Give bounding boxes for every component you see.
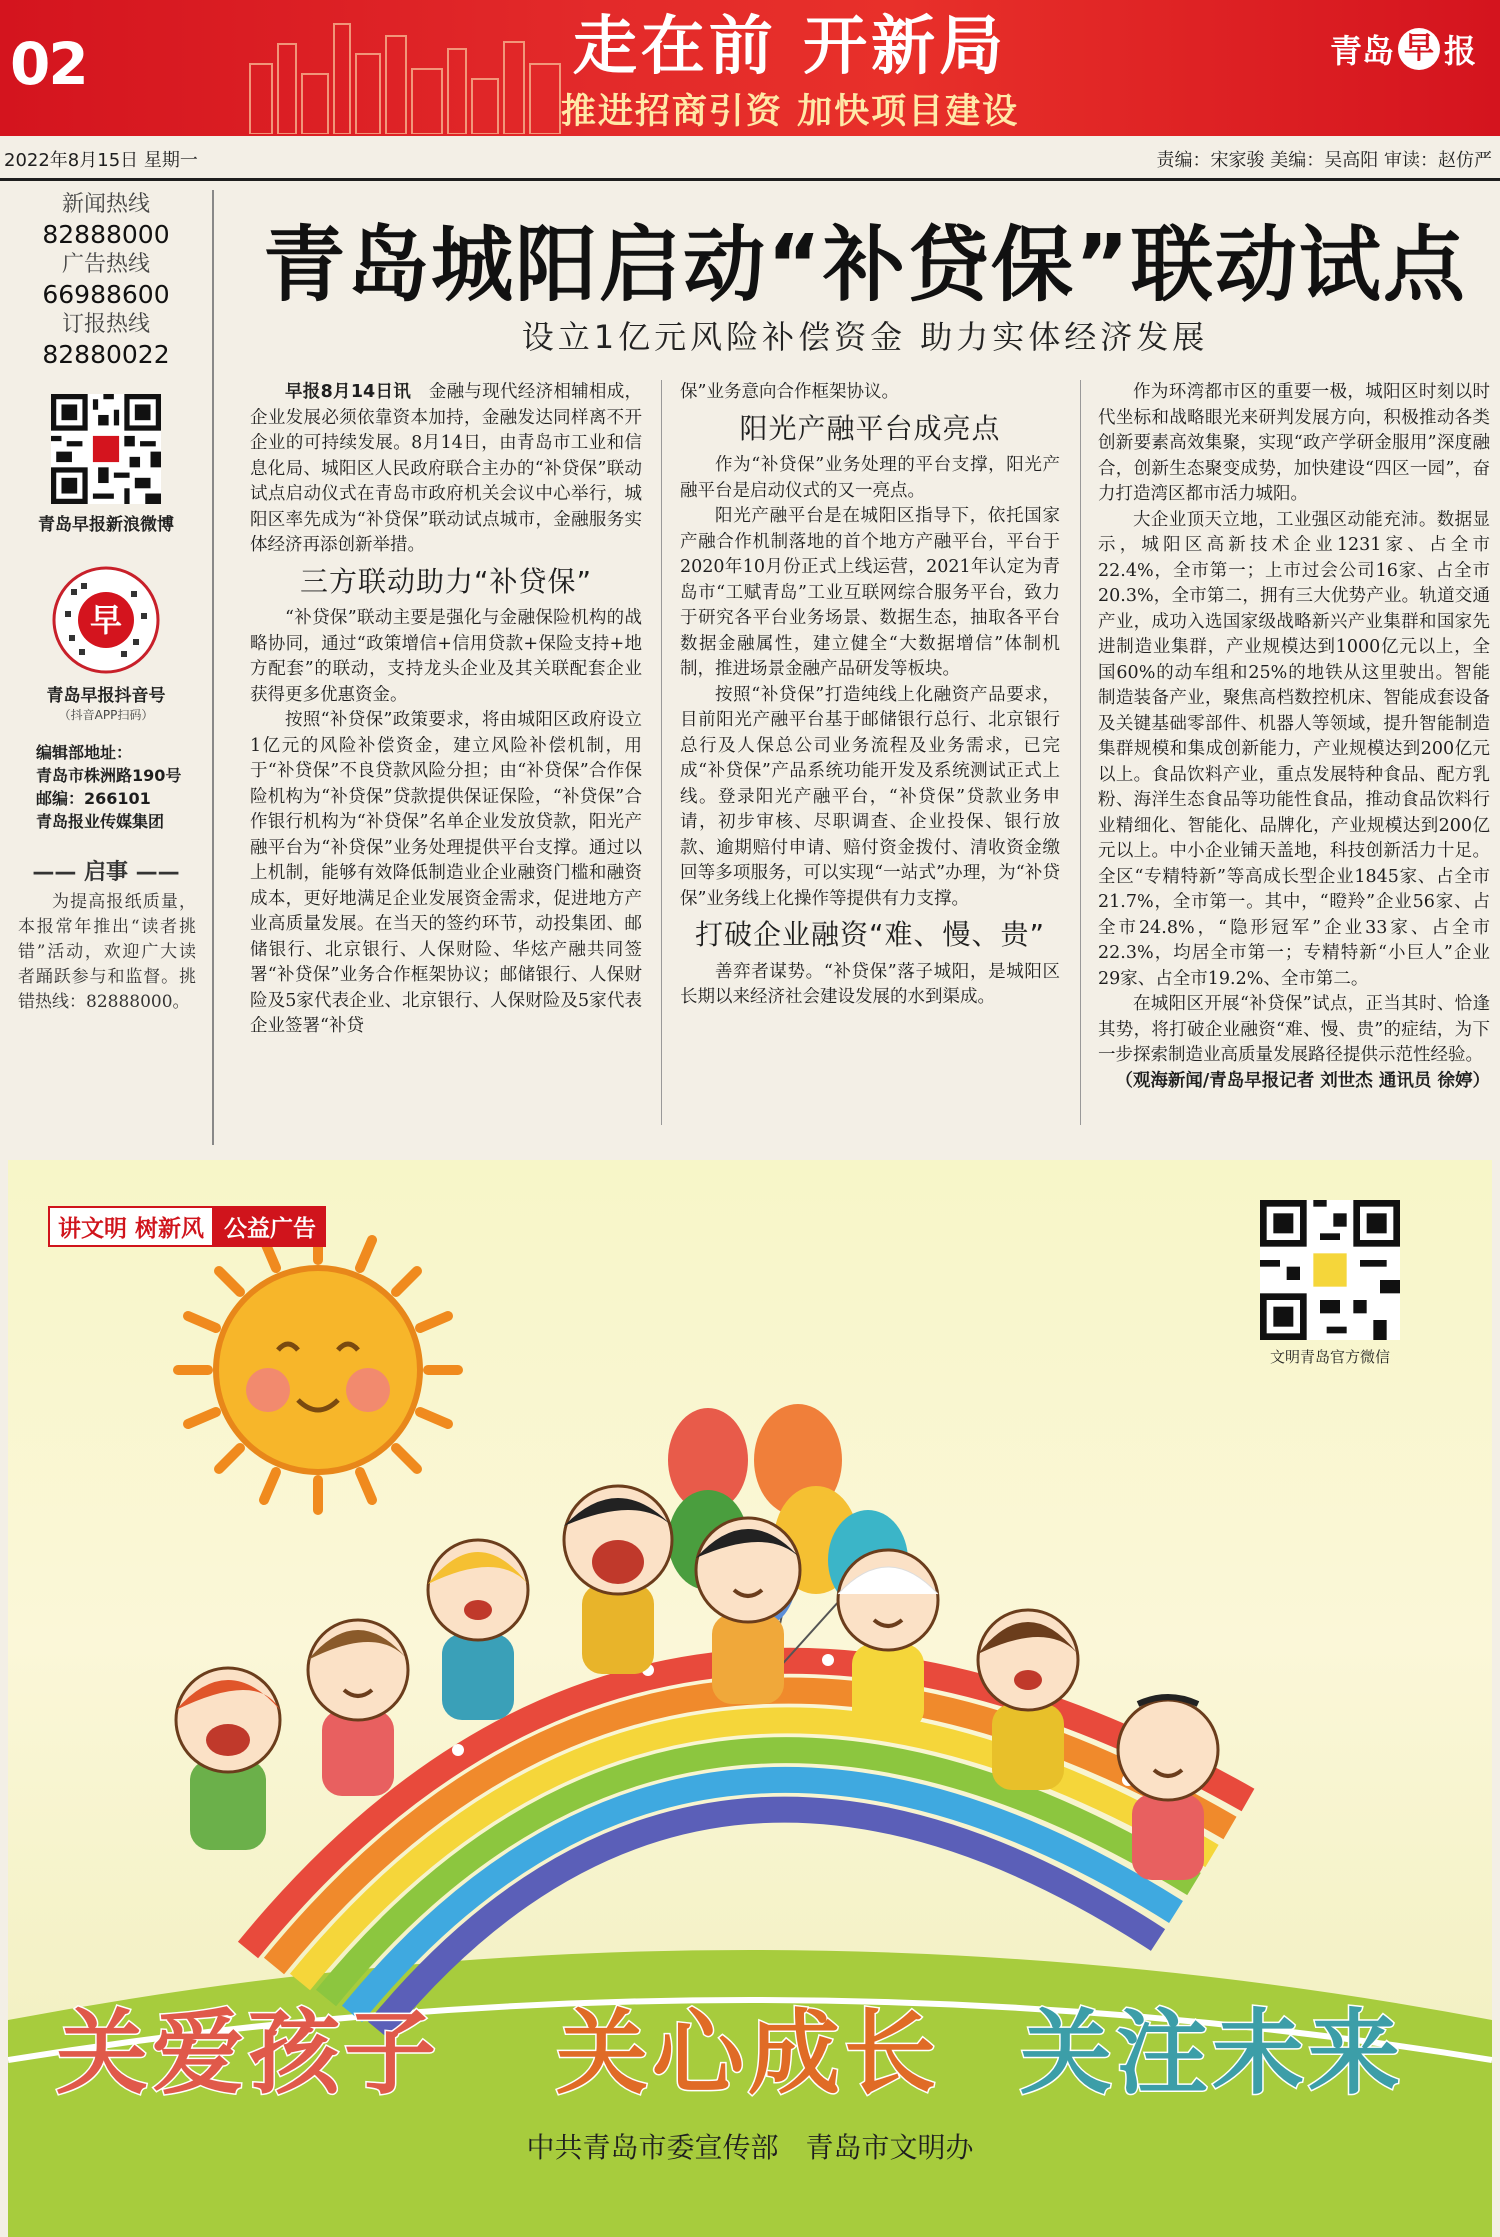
article-column-2 [680,380,1060,1136]
paragraph: “补贷保”联动主要是强化与金融保险机构的战略协同，通过“政策增信+信用贷款+保险支持+地方配套”的联动，支持龙头企业及其关联配套企业获得更多优惠资金。 [250,608,642,705]
article-byline: （观海新闻/青岛早报记者 刘世杰 通讯员 徐婷） [1115,1070,1490,1091]
dateline [0,146,1500,178]
address-line: 青岛市株洲路190号 [36,766,182,785]
douyin-caption: 青岛早报抖音号 [46,686,166,706]
hotline-number: 66988600 [42,280,170,309]
left-sidebar [0,190,214,1145]
article-column-1 [250,380,642,1136]
ad-tag-slogan: 讲文明 树新风 [48,1206,214,1247]
weibo-qr-code[interactable] [51,394,161,504]
notice-text: 为提高报纸质量，本报常年推出“读者挑错”活动，欢迎广大读者踊跃参与和监督。挑错热线：82888000。 [18,892,196,1012]
paragraph: 阳光产融平台是在城阳区指导下，依托国家产融合作机制落地的首个地方产融平台，平台于2020年10月份正式上线运营，2021年认定为青岛市“工赋青岛”工业互联网综合服务平台，致力于研究各平台业务场景、数据生态，抽取各平台数据金融属性，建立健全“大数据增信”体制机制，推进场景金融产品研发等板块。 [680,506,1060,679]
slogan-3: 关注未来 [1020,2000,1405,2107]
hotline-number: 82880022 [42,340,170,369]
masthead-banner [0,0,1500,136]
address-line: 编辑部地址： [36,743,133,762]
paragraph: 按照“补贷保”打造纯线上化融资产品要求，目前阳光产融平台基于邮储银行总行、北京银行总行及人保总公司业务流程及业务需求，已完成“补贷保”产品系统功能开发及系统测试正式上线。登录阳光产融平台，“补贷保”贷款业务申请，初步审核、尽职调查、企业投保、银行放款、逾期赔付申请、赔付资金拨付、清收资金缴回等多项服务，可以实现“一站式”办理，为“补贷保”业务线上化操作等提供有力支撑。 [680,684,1060,909]
column-divider [1080,380,1081,1125]
section-heading: 打破企业融资“难、慢、贵” [694,918,1045,951]
notice-title: —— 启事 —— [32,860,180,885]
section-heading: 阳光产融平台成亮点 [739,411,1001,445]
city-skyline-graphic [240,14,580,134]
paragraph: 大企业顶天立地，工业强区动能充沛。数据显示，城阳区高新技术企业1231家、占全市22.4%，全市第一；上市过会公司16家、占全市20.3%，全市第二，拥有三大优势产业。轨道交通产业，成功入选国家级战略新兴产业集群和国家先进制造业集群，产业规模达到1000亿元以上，全国60%的动车组和25%的地铁从这里驶出。智能制造装备产业，聚焦高档数控机床、智能成套设备及关键基础零部件、机器人等领域，提升智能制造集群规模和集成创新能力，产业规模达到200亿元以上。食品饮料产业，重点发展特种食品、配方乳粉、海洋生态食品等功能性食品，推动食品饮料行业精细化、智能化、品牌化，产业规模达到200亿元以上。中小企业铺天盖地，科技创新活力十足。全区“专精特新”等高成长型企业1845家、占全市21.7%，全市第一。其中，“瞪羚”企业56家、占全市24.8%，“隐形冠军”企业33家、占全市22.3%，均居全市第一；专精特新“小巨人”企业29家、占全市19.2%、全市第二。 [1098,509,1490,989]
paragraph: 善弈者谋势。“补贷保”落子城阳，是城阳区长期以来经济社会建设发展的水到渠成。 [680,961,1060,1007]
editor-credits: 责编：宋家骏 美编：吴高阳 审读：赵仿严 [1156,150,1492,171]
slogan-1: 关爱孩子 [56,2000,441,2107]
paragraph: 按照“补贷保”政策要求，将由城阳区政府设立1亿元的风险补偿资金，建立风险补偿机制，用于“补贷保”不良贷款风险分担；由“补贷保”合作保险机构为“补贷保”贷款提供保证保险，“补贷保”合作银行机构为“补贷保”名单企业发放贷款，阳光产融平台为“补贷保”业务处理提供平台支撑。通过以上机制，能够有效降低制造业企业融资门槛和融资成本，更好地满足企业发展资金需求，促进地方产业高质量发展。在当天的签约环节，动投集团、邮储银行、北京银行、人保财险、华炫产融共同签署“补贷保”业务合作框架协议；邮储银行、人保财险及5家代表企业、北京银行、人保财险及5家代表企业签署“补贷 [250,710,642,1036]
paragraph: 金融与现代经济相辅相成，企业发展必须依靠资本加持，金融发达同样离不开企业的可持续发展。8月14日，由青岛市工业和信息化局、城阳区人民政府联合主办的“补贷保”联动试点启动仪式在青岛市政府机关会议中心举行，城阳区率先成为“补贷保”联动试点城市，金融服务实体经济再添创新举措。 [250,382,642,555]
dateline-lead: 早报8月14日讯 [285,382,412,402]
address-line: 青岛报业传媒集团 [36,812,165,831]
hotline-label: 新闻热线 [61,192,150,217]
ad-sponsors: 中共青岛市委宣传部 青岛市文明办 [526,2131,974,2164]
editorial-address [36,741,212,833]
douyin-note: （抖音APP扫码） [58,708,154,722]
qr-caption: 文明青岛官方微信 [1269,1348,1390,1366]
column-divider [661,380,662,1125]
ad-tag [48,1206,326,1247]
logo-text: 青岛 [1329,32,1394,70]
hotline-label: 订报热线 [61,312,150,337]
ad-tag-label: 公益广告 [214,1206,326,1247]
section-heading: 三方联动助力“补贷保” [299,564,592,598]
article-subhead: 设立1亿元风险补偿资金 助力实体经济发展 [521,318,1209,356]
svg-text:早: 早 [89,601,123,639]
paragraph: 作为“补贷保”业务处理的平台支撑，阳光产融平台是启动仪式的又一亮点。 [680,455,1060,501]
header-rule [0,178,1500,181]
slogan-2: 关心成长 [556,2000,941,2107]
banner-subtitle: 推进招商引资 加快项目建设 [560,92,1020,132]
article-headline: 青岛城阳启动“补贷保”联动试点 [263,218,1467,313]
weibo-caption: 青岛早报新浪微博 [38,515,174,535]
banner-title: 走在前 开新局 [572,10,1008,84]
address-line: 邮编：266101 [36,789,151,808]
article-column-3 [1098,380,1490,1136]
page-number: 02 [10,30,87,98]
notice-title-text: 启事 [83,860,128,885]
public-service-ad [8,1160,1492,2237]
wenming-qr-code[interactable] [1260,1200,1400,1340]
logo-suffix: 报 [1443,32,1476,70]
issue-date: 2022年8月15日 星期一 [4,150,198,171]
hotline-label: 广告热线 [61,252,150,277]
logo-badge: 早 [1398,28,1440,70]
douyin-qr-code[interactable] [51,565,161,675]
newspaper-logo [1330,26,1476,72]
paragraph: 作为环湾都市区的重要一极，城阳区时刻以时代坐标和战略眼光来研判发展方向，积极推动各类创新要素高效集聚，实现“政产学研金服用”深度融合，创新生态聚变成势，加快建设“四区一园”，奋力打造湾区都市活力城阳。 [1098,382,1490,504]
paragraph: 保”业务意向合作框架协议。 [680,382,899,402]
hotline-block [0,190,212,370]
paragraph: 在城阳区开展“补贷保”试点，正当其时、恰逢其势，将打破企业融资“难、慢、贵”的症结，为下一步探索制造业高质量发展路径提供示范性经验。 [1098,994,1490,1065]
hotline-number: 82888000 [42,220,170,249]
